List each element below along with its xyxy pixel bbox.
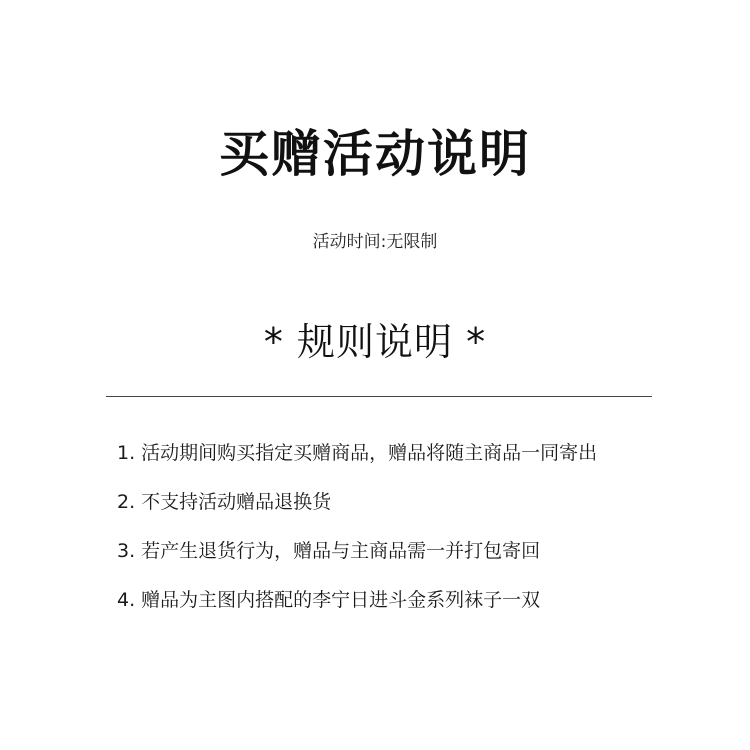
- rule-item-2: 2. 不支持活动赠品退换货: [117, 491, 332, 513]
- rule-item-4: 4. 赠品为主图内搭配的李宁日进斗金系列袜子一双: [117, 589, 541, 611]
- rules-heading: * 规则说明 *: [263, 320, 487, 364]
- divider: [106, 396, 652, 397]
- rules-list: [117, 437, 677, 633]
- activity-time-text: 活动时间:无限制: [312, 232, 438, 252]
- page-title: 买赠活动说明: [219, 125, 531, 183]
- rule-item-3: 3. 若产生退货行为，赠品与主商品需一并打包寄回: [117, 540, 541, 562]
- rule-item-1: 1. 活动期间购买指定买赠商品，赠品将随主商品一同寄出: [117, 442, 598, 464]
